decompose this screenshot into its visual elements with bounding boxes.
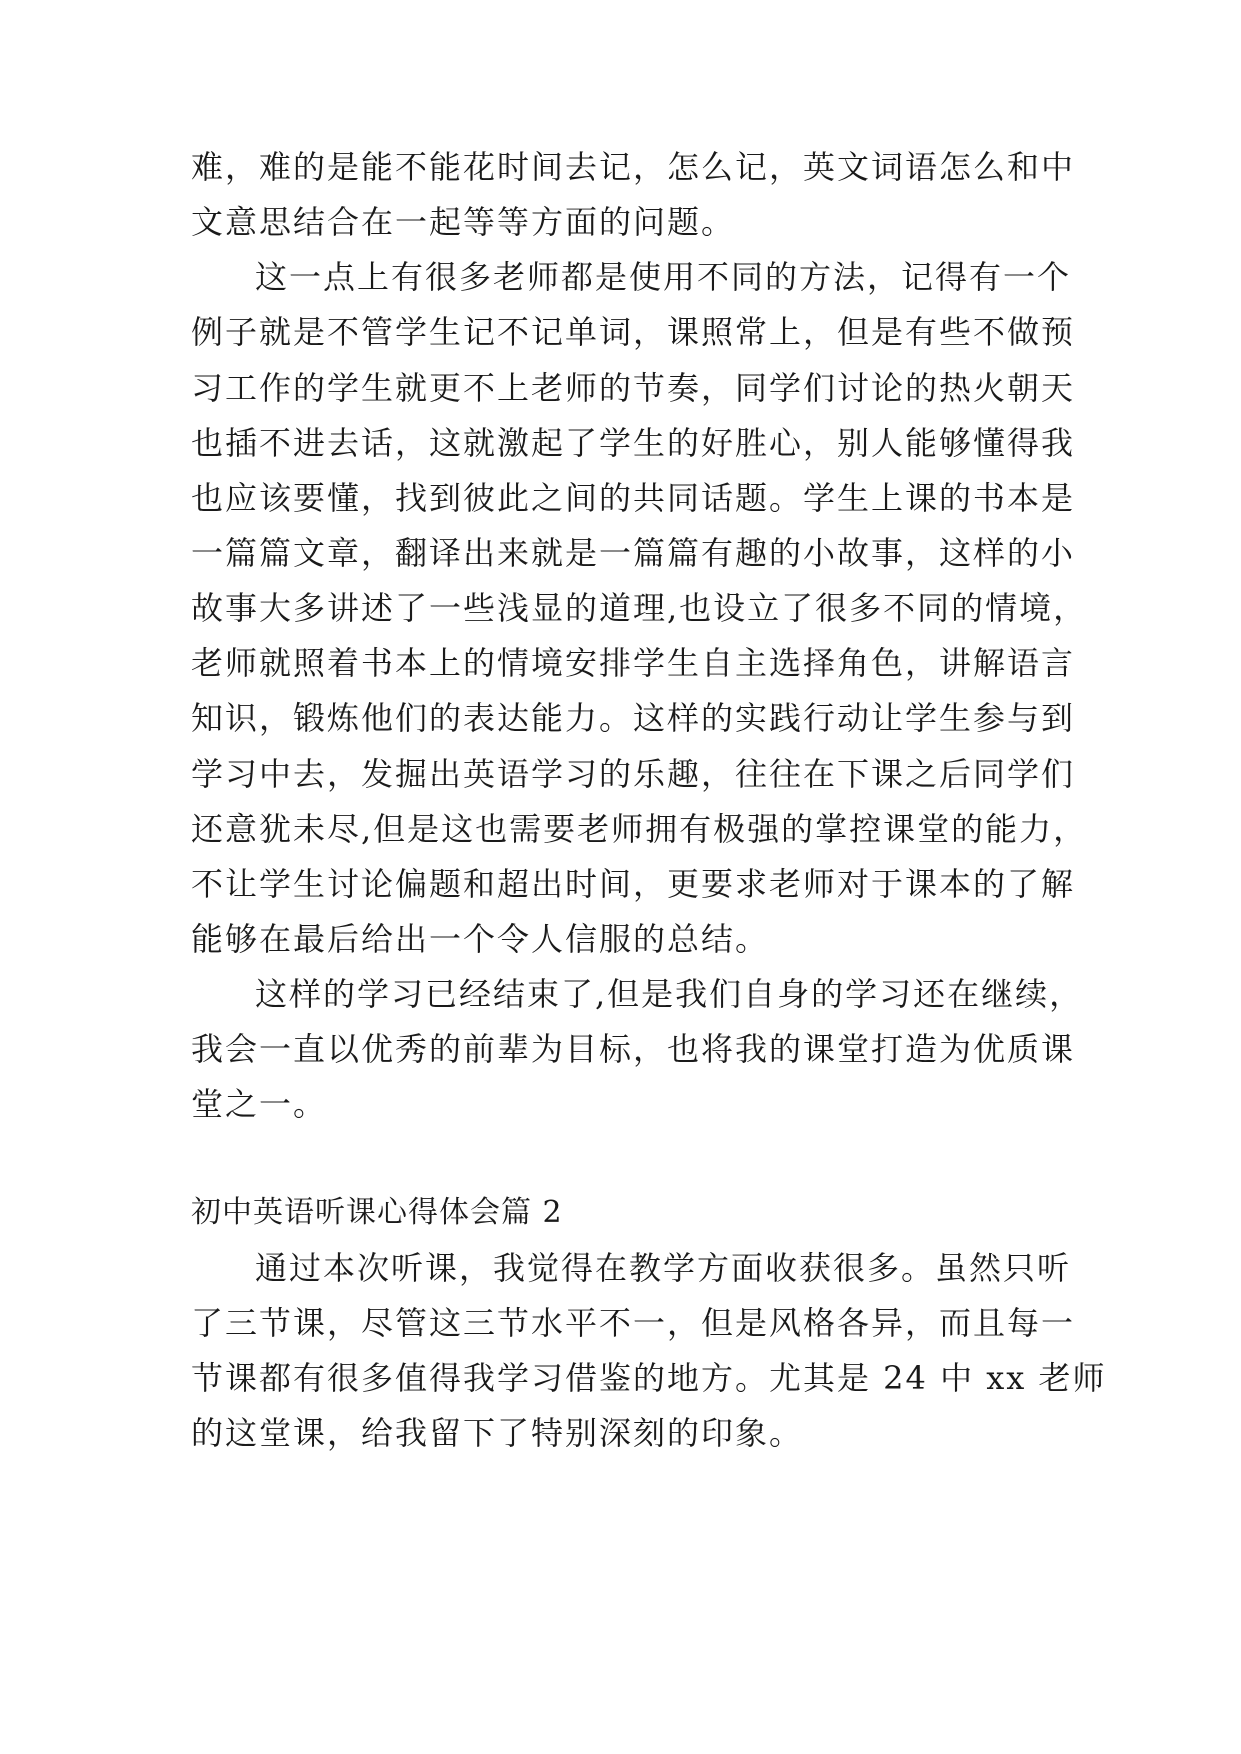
paragraph-line: 通过本次听课，我觉得在教学方面收获很多。虽然只听 [255,1249,1072,1287]
paragraph-line: 也应该要懂，找到彼此之间的共同话题。学生上课的书本是 [191,479,1076,517]
paragraph-line: 文意思结合在一起等等方面的问题。 [191,203,736,241]
paragraph-line: 能够在最后给出一个令人信服的总结。 [191,920,770,958]
paragraph-line: 学习中去，发掘出英语学习的乐趣，往往在下课之后同学们 [191,755,1076,793]
paragraph-line: 这样的学习已经结束了,但是我们自身的学习还在继续， [255,975,1084,1013]
paragraph-line: 我会一直以优秀的前辈为目标，也将我的课堂打造为优质课 [191,1030,1076,1068]
paragraph-line: 故事大多讲述了一些浅显的道理,也设立了很多不同的情境， [191,589,1088,627]
paragraph-line: 知识，锻炼他们的表达能力。这样的实践行动让学生参与到 [191,699,1076,737]
paragraph-line: 堂之一。 [191,1085,328,1123]
paragraph-line: 一篇篇文章，翻译出来就是一篇篇有趣的小故事，这样的小 [191,534,1076,572]
paragraph-line: 例子就是不管学生记不记单词，课照常上，但是有些不做预 [191,313,1076,351]
paragraph-line: 也插不进去话，这就激起了学生的好胜心，别人能够懂得我 [191,424,1076,462]
section-heading: 初中英语听课心得体会篇 2 [191,1195,563,1230]
paragraph-line: 了三节课，尽管这三节水平不一，但是风格各异，而且每一 [191,1304,1076,1342]
paragraph-line: 节课都有很多值得我学习借鉴的地方。尤其是 24 中 xx 老师 [191,1359,1107,1397]
paragraph-line: 不让学生讨论偏题和超出时间，更要求老师对于课本的了解 [191,865,1076,903]
paragraph-line: 难，难的是能不能花时间去记，怎么记，英文词语怎么和中 [191,148,1076,186]
paragraph-line: 还意犹未尽,但是这也需要老师拥有极强的掌控课堂的能力， [191,810,1088,848]
paragraph-line: 习工作的学生就更不上老师的节奏，同学们讨论的热火朝天 [191,369,1076,407]
paragraph-line: 的这堂课，给我留下了特别深刻的印象。 [191,1414,804,1452]
paragraph-line: 这一点上有很多老师都是使用不同的方法，记得有一个 [255,258,1072,296]
paragraph-line: 老师就照着书本上的情境安排学生自主选择角色，讲解语言 [191,644,1076,682]
